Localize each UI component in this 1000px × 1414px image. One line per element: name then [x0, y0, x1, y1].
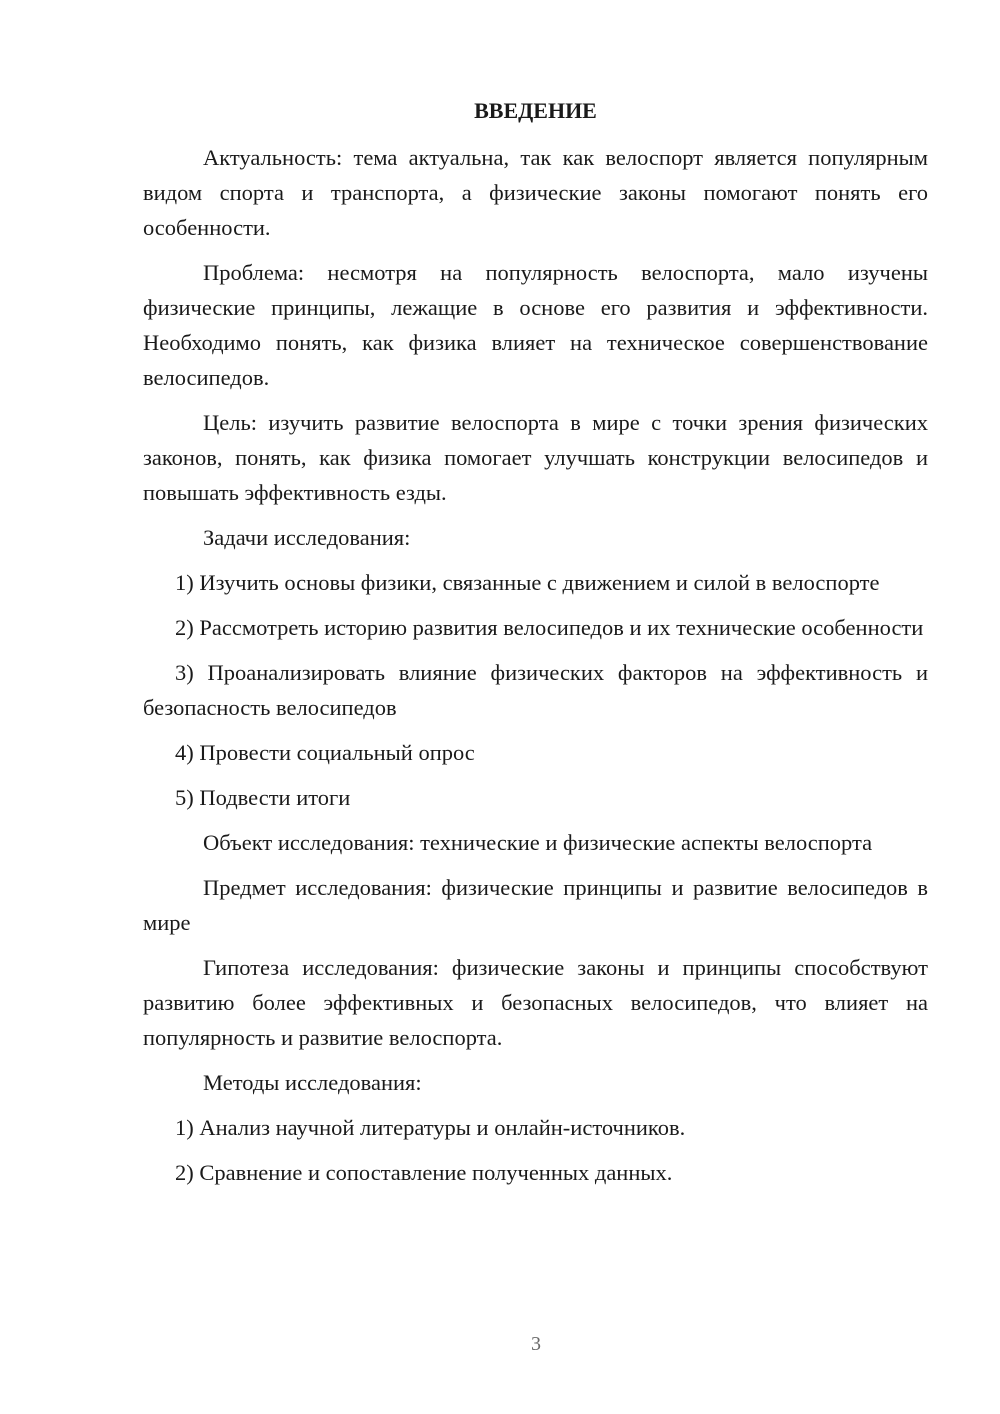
method-item: 1) Анализ научной литературы и онлайн-источников.	[175, 1115, 686, 1140]
page-number: 3	[531, 1333, 541, 1355]
goal-paragraph: Цель: изучить развитие велоспорта в мире с точки зрения физических законов, понять, как физика помогает улучшать конструкции велосипедов и повышать эффективность езды.	[143, 410, 928, 505]
hypothesis-paragraph: Гипотеза исследования: физические законы и принципы способствуют развитию более эффективных и безопасных велосипедов, что влияет на популярность и развитие велоспорта.	[143, 955, 928, 1050]
methods-heading: Методы исследования:	[203, 1070, 422, 1095]
task-item: 3) Проанализировать влияние физических факторов на эффективность и безопасность велосипедов	[143, 660, 928, 720]
subject-paragraph: Предмет исследования: физические принципы и развитие велосипедов в мире	[143, 875, 928, 935]
method-item: 2) Сравнение и сопоставление полученных данных.	[175, 1160, 673, 1185]
object-paragraph: Объект исследования: технические и физические аспекты велоспорта	[203, 830, 873, 855]
task-item: 4) Провести социальный опрос	[175, 740, 475, 765]
problem-paragraph: Проблема: несмотря на популярность велоспорта, мало изучены физические принципы, лежащие в основе его развития и эффективности. Необходимо понять, как физика влияет на техническое совершенствование велосипедов.	[143, 260, 928, 390]
section-title: ВВЕДЕНИЕ	[474, 98, 597, 123]
relevance-paragraph: Актуальность: тема актуальна, так как велоспорт является популярным видом спорта и транспорта, а физические законы помогают понять его особенности.	[143, 145, 928, 240]
page-content	[143, 94, 928, 1200]
task-item: 5) Подвести итоги	[175, 785, 351, 810]
task-item: 2) Рассмотреть историю развития велосипедов и их технические особенности	[175, 615, 924, 640]
tasks-heading: Задачи исследования:	[203, 525, 411, 550]
task-item: 1) Изучить основы физики, связанные с движением и силой в велоспорте	[175, 570, 880, 595]
